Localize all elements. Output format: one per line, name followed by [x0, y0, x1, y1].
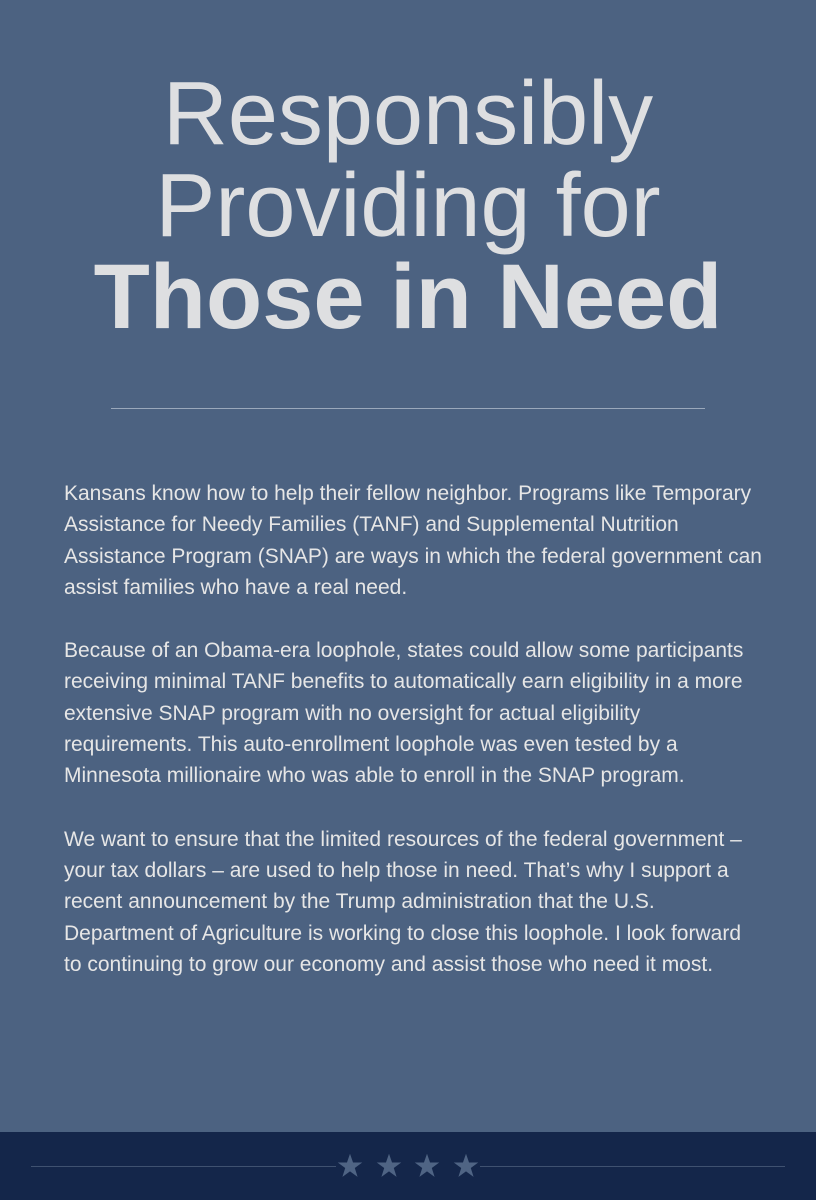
paragraph-2: Because of an Obama-era loophole, states could allow some participants receiving minimal TANF benefits to automatically earn eligibility in a more extensive SNAP program with no oversight for actual eligibility requirements. This auto-enrollment loophole was even tested by a Minnesota millionaire who was able to enroll in the SNAP program.	[64, 639, 744, 788]
title-divider	[111, 408, 705, 409]
page-title	[0, 64, 816, 348]
footer-stars	[336, 1148, 480, 1184]
star-icon	[452, 1152, 480, 1180]
title-line-3: Those in Need	[93, 246, 723, 348]
title-line-1: Responsibly	[162, 64, 654, 164]
title-line-2: Providing for	[155, 156, 661, 256]
paragraph-1: Kansans know how to help their fellow neighbor. Programs like Temporary Assistance for Needy Families (TANF) and Supplemental Nutrition Assistance Program (SNAP) are ways in which the federal government can assist families who have a real need.	[64, 482, 762, 599]
star-icon	[375, 1152, 403, 1180]
star-icon	[336, 1152, 364, 1180]
footer-rule-right	[480, 1166, 785, 1167]
paragraph-3: We want to ensure that the limited resources of the federal government – your tax dollars – are used to help those in need. That’s why I support a recent announcement by the Trump administration that the U.S. Department of Agriculture is working to close this loophole. I look forward to continuing to grow our economy and assist those who need it most.	[64, 827, 742, 976]
star-icon	[413, 1152, 441, 1180]
footer-bar	[0, 1132, 816, 1200]
body-text	[64, 478, 764, 1012]
footer-rule-left	[31, 1166, 336, 1167]
